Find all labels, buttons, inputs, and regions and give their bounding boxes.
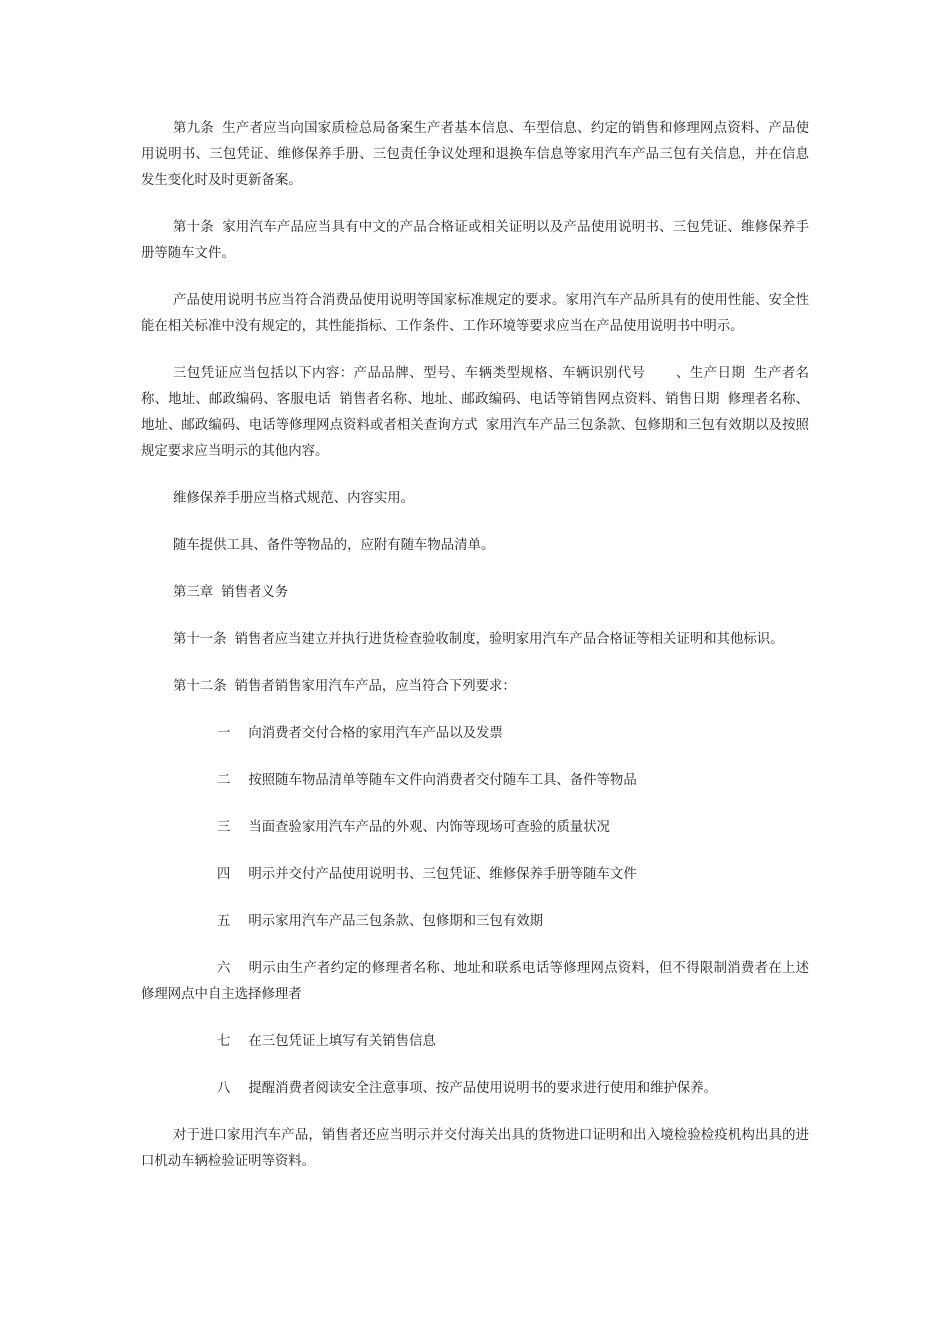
article-10-text: 家用汽车产品应当具有中文的产品合格证或相关证明以及产品使用说明书、三包凭证、维修保养手册等随车文件。 [141, 220, 810, 261]
chapter-3-heading [141, 580, 809, 606]
article-9-label: 第九条 [173, 121, 214, 136]
article-11 [141, 627, 809, 653]
article-9-text: 生产者应当向国家质检总局备案生产者基本信息、车型信息、约定的销售和修理网点资料、产品使用说明书、三包凭证、维修保养手册、三包责任争议处理和退换车信息等家用汽车产品三包有关信息，并在信息发生变化时及时更新备案。 [141, 121, 810, 188]
chapter-3-title: 销售者义务 [221, 585, 289, 600]
article-11-text: 销售者应当建立并执行进货检查验收制度，验明家用汽车产品合格证等相关证明和其他标识。 [234, 632, 784, 647]
warranty-contents-paragraph [141, 361, 809, 465]
warranty-text-d: 销售者名称、地址、邮政编码、电话等销售网点资料、销售日期 [339, 392, 720, 407]
list-item-number: 七 [217, 1034, 231, 1049]
article-11-label: 第十一条 [173, 632, 227, 647]
list-item-text: 明示家用汽车产品三包条款、包修期和三包有效期 [248, 914, 543, 929]
list-item-number: 四 [217, 867, 231, 882]
list-item-text: 按照随车物品清单等随车文件向消费者交付随车工具、备件等物品 [248, 773, 637, 788]
list-item [141, 862, 809, 888]
list-item-text: 在三包凭证上填写有关销售信息 [248, 1034, 436, 1049]
list-item-number: 三 [217, 820, 231, 835]
article-9 [141, 116, 809, 194]
list-item-text: 当面查验家用汽车产品的外观、内饰等现场可查验的质量状况 [248, 820, 610, 835]
document-body [141, 116, 809, 1196]
manual-requirements-paragraph: 产品使用说明书应当符合消费品使用说明等国家标准规定的要求。家用汽车产品所具有的使用性能、安全性能在相关标准中没有规定的，其性能指标、工作条件、工作环境等要求应当在产品使用说明书中明示。 [141, 293, 809, 334]
warranty-text-a: 三包凭证应当包括以下内容：产品品牌、型号、车辆类型规格、车辆识别代号 [173, 366, 646, 381]
maintenance-manual-paragraph: 维修保养手册应当格式规范、内容实用。 [173, 491, 415, 506]
list-item-number: 一 [217, 726, 231, 741]
list-item-number: 六 [217, 961, 231, 976]
list-item-text: 向消费者交付合格的家用汽车产品以及发票 [248, 726, 503, 741]
warranty-text-e: 修理者名称、地址、邮政编码、电话等修理网点资料或者相关查询方式 [141, 392, 810, 433]
list-item [141, 956, 809, 1008]
list-item-text: 明示并交付产品使用说明书、三包凭证、维修保养手册等随车文件 [248, 867, 637, 882]
article-12 [141, 674, 809, 700]
list-item [141, 768, 809, 794]
article-10-label: 第十条 [173, 220, 214, 235]
list-item [141, 815, 809, 841]
list-item-number: 五 [217, 914, 231, 929]
imported-products-paragraph: 对于进口家用汽车产品，销售者还应当明示并交付海关出具的货物进口证明和出入境检验检疫机构出具的进口机动车辆检验证明等资料。 [141, 1128, 809, 1169]
list-item [141, 1029, 809, 1055]
list-item-number: 二 [217, 773, 231, 788]
list-item-text: 明示由生产者约定的修理者名称、地址和联系电话等修理网点资料，但不得限制消费者在上述修理网点中自主选择修理者 [141, 961, 809, 1002]
list-item [141, 1076, 809, 1102]
article-10 [141, 215, 809, 267]
list-item-text: 提醒消费者阅读安全注意事项、按产品使用说明书的要求进行使用和维护保养。 [248, 1081, 718, 1096]
warranty-text-f: 家用汽车产品三包条款、包修期和三包有效期以及按照规定要求应当明示的其他内容。 [141, 418, 809, 459]
tools-list-paragraph: 随车提供工具、备件等物品的，应附有随车物品清单。 [173, 538, 495, 553]
warranty-text-c: 生产者名称、地址、邮政编码、客服电话 [141, 366, 810, 407]
warranty-text-b: 、生产日期 [675, 366, 746, 381]
article-12-text: 销售者销售家用汽车产品，应当符合下列要求： [234, 679, 516, 694]
list-item [141, 909, 809, 935]
list-item [141, 721, 809, 747]
chapter-3-label: 第三章 [173, 585, 214, 600]
article-12-label: 第十二条 [173, 679, 227, 694]
list-item-number: 八 [217, 1081, 231, 1096]
